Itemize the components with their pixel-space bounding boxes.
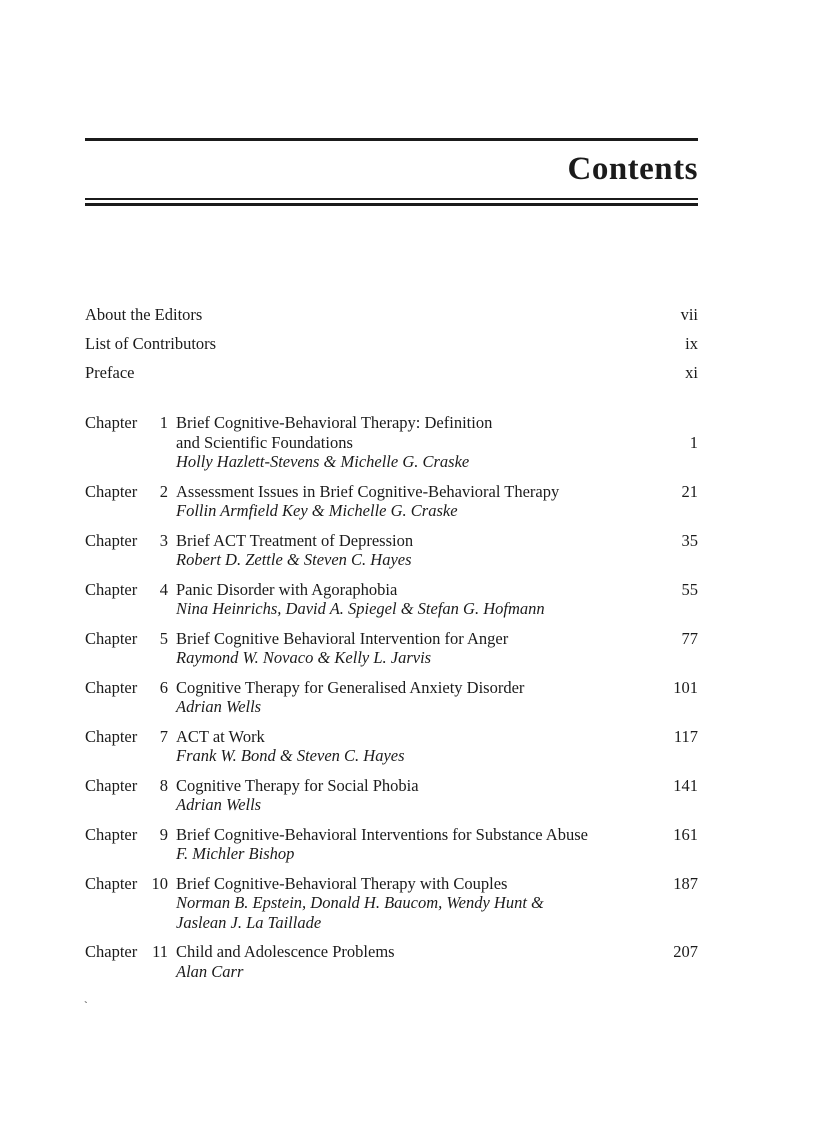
chapter-title-line: ACT at Work xyxy=(176,726,265,746)
front-matter-label: Preface xyxy=(85,363,135,382)
chapter-number: 1 xyxy=(159,413,168,432)
chapter-row xyxy=(85,678,698,717)
chapter-authors-line: Adrian Wells xyxy=(176,795,262,814)
chapter-label: Chapter xyxy=(85,413,138,432)
chapter-authors-line: Raymond W. Novaco & Kelly L. Jarvis xyxy=(176,648,432,667)
chapter-heading xyxy=(85,727,168,766)
chapter-row xyxy=(85,776,698,815)
chapter-label: Chapter xyxy=(85,824,138,844)
chapter-title-block xyxy=(176,727,656,766)
double-rule xyxy=(85,198,698,206)
chapter-heading xyxy=(85,629,168,668)
chapter-list xyxy=(85,413,698,981)
chapter-page-column xyxy=(664,678,698,717)
chapter-row xyxy=(85,413,698,472)
chapter-heading xyxy=(85,531,168,570)
chapter-title-line: Panic Disorder with Agoraphobia xyxy=(176,579,398,599)
chapter-authors-line: Nina Heinrichs, David A. Spiegel & Stefan G. Hofmann xyxy=(176,599,545,618)
chapter-number: 5 xyxy=(159,628,168,648)
chapter-title-line: Brief Cognitive-Behavioral Therapy: Definition xyxy=(176,413,493,432)
chapter-title-line: Cognitive Therapy for Social Phobia xyxy=(176,775,419,795)
chapter-title-line: Child and Adolescence Problems xyxy=(176,942,395,961)
chapter-label: Chapter xyxy=(85,628,138,648)
chapter-label: Chapter xyxy=(85,530,138,550)
chapter-page-number: 141 xyxy=(673,775,698,795)
chapter-label: Chapter xyxy=(85,775,138,795)
chapter-title-block xyxy=(176,874,656,933)
chapter-page-number: 161 xyxy=(673,824,698,844)
chapter-row xyxy=(85,874,698,933)
chapter-number: 3 xyxy=(159,530,168,550)
front-matter-row xyxy=(85,329,698,358)
chapter-page-column xyxy=(664,413,698,472)
chapter-title-line: Brief ACT Treatment of Depression xyxy=(176,530,414,550)
chapter-row xyxy=(85,727,698,766)
chapter-page-number: 187 xyxy=(673,873,698,893)
page-content xyxy=(85,0,698,991)
chapter-heading xyxy=(85,874,168,933)
chapter-number: 7 xyxy=(159,726,168,746)
chapter-number: 6 xyxy=(159,677,168,697)
chapter-title-block xyxy=(176,776,656,815)
top-rule xyxy=(85,138,698,141)
chapter-label: Chapter xyxy=(85,579,138,599)
chapter-number: 4 xyxy=(159,579,168,599)
chapter-page-column xyxy=(664,580,698,619)
chapter-heading xyxy=(85,776,168,815)
chapter-page-number: 77 xyxy=(681,628,698,648)
chapter-heading xyxy=(85,580,168,619)
chapter-title-line: and Scientific Foundations xyxy=(176,432,353,452)
chapter-page-column xyxy=(664,942,698,981)
chapter-title-line: Brief Cognitive-Behavioral Interventions for Substance Abuse xyxy=(176,824,588,844)
page-number: xi xyxy=(685,363,698,382)
chapter-page-number: 207 xyxy=(673,942,698,961)
chapter-title-line: Assessment Issues in Brief Cognitive-Behavioral Therapy xyxy=(176,481,560,501)
chapter-row xyxy=(85,482,698,521)
chapter-label: Chapter xyxy=(85,942,138,961)
chapter-title-block xyxy=(176,580,656,619)
front-matter-row xyxy=(85,358,698,387)
chapter-heading xyxy=(85,413,168,472)
chapter-page-column xyxy=(664,531,698,570)
chapter-title-block xyxy=(176,942,656,981)
chapter-page-column xyxy=(664,727,698,766)
chapter-heading xyxy=(85,482,168,521)
page-number: vii xyxy=(680,305,698,324)
chapter-number: 8 xyxy=(159,775,168,795)
chapter-title-block xyxy=(176,629,656,668)
chapter-number: 9 xyxy=(159,824,168,844)
chapter-page-column xyxy=(664,629,698,668)
chapter-authors-line: Holly Hazlett-Stevens & Michelle G. Craske xyxy=(176,452,470,471)
chapter-page-number: 21 xyxy=(681,481,698,501)
chapter-authors-line: Robert D. Zettle & Steven C. Hayes xyxy=(176,550,412,569)
chapter-label: Chapter xyxy=(85,481,138,501)
chapter-page-number: 101 xyxy=(673,677,698,697)
chapter-title-line: Brief Cognitive Behavioral Intervention for Anger xyxy=(176,628,509,648)
chapter-page-number: 55 xyxy=(681,579,698,599)
chapter-label: Chapter xyxy=(85,677,138,697)
chapter-title-line: Cognitive Therapy for Generalised Anxiety Disorder xyxy=(176,677,525,697)
chapter-number: 2 xyxy=(159,481,168,501)
chapter-page-number: 35 xyxy=(681,530,698,550)
chapter-page-column xyxy=(664,825,698,864)
chapter-title-block xyxy=(176,482,656,521)
chapter-authors-line: Frank W. Bond & Steven C. Hayes xyxy=(176,746,405,765)
chapter-page-column xyxy=(664,482,698,521)
chapter-row xyxy=(85,825,698,864)
chapter-authors-line: Follin Armfield Key & Michelle G. Craske xyxy=(176,501,458,520)
chapter-page-column xyxy=(664,776,698,815)
front-matter-label: List of Contributors xyxy=(85,334,217,353)
chapter-heading xyxy=(85,678,168,717)
chapter-number: 10 xyxy=(151,873,168,893)
chapter-title-block xyxy=(176,678,656,717)
chapter-label: Chapter xyxy=(85,726,138,746)
chapter-page-number: 117 xyxy=(673,726,698,746)
chapter-label: Chapter xyxy=(85,873,138,893)
chapter-authors-line: Norman B. Epstein, Donald H. Baucom, Wendy Hunt & xyxy=(176,893,544,912)
chapter-row xyxy=(85,629,698,668)
chapter-heading xyxy=(85,942,168,981)
front-matter-row xyxy=(85,300,698,329)
front-matter-label: About the Editors xyxy=(85,305,203,324)
page-number: ix xyxy=(685,334,698,353)
chapter-number: 11 xyxy=(152,942,168,961)
chapter-row xyxy=(85,580,698,619)
chapter-page-column xyxy=(664,874,698,933)
chapter-title-line: Brief Cognitive-Behavioral Therapy with Couples xyxy=(176,873,508,893)
chapter-authors-line: F. Michler Bishop xyxy=(176,844,295,863)
chapter-title-block xyxy=(176,825,656,864)
chapter-title-block xyxy=(176,531,656,570)
chapter-heading xyxy=(85,825,168,864)
chapter-authors-line: Adrian Wells xyxy=(176,697,262,716)
chapter-authors-line: Jaslean J. La Taillade xyxy=(176,912,322,932)
chapter-title-block xyxy=(176,413,656,472)
chapter-row xyxy=(85,531,698,570)
front-matter-list xyxy=(85,300,698,387)
page-title: Contents xyxy=(567,151,698,187)
chapter-authors-line: Alan Carr xyxy=(176,961,244,981)
chapter-row xyxy=(85,942,698,981)
stray-mark: ` xyxy=(84,1000,88,1012)
chapter-page-number: 1 xyxy=(689,432,698,452)
